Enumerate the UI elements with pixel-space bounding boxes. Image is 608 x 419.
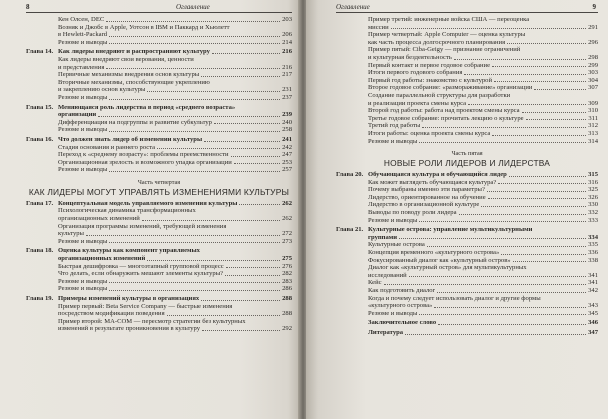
toc-entry-label: Стадия основания и раннего роста: [58, 143, 156, 151]
toc-page-number: 282: [282, 270, 292, 278]
toc-entry-row: [26, 207, 292, 215]
toc-entry-label: и реализации проекта смены курса: [368, 99, 467, 107]
toc-entry-label: Когда и почему следует использовать диалог и другие формы: [368, 294, 541, 302]
toc-entry-label: Лидерство, ориентированное на обучение: [368, 193, 486, 201]
dot-leader: [201, 300, 280, 301]
toc-page-number: 338: [588, 256, 598, 264]
toc-page-number: 342: [588, 287, 598, 294]
toc-page-number: 333: [588, 216, 598, 224]
toc-page-number: 291: [588, 23, 598, 31]
toc-page-number: 346: [588, 319, 598, 327]
toc-page-number: 203: [282, 16, 292, 23]
toc-entry-label: и культурная бездеятельность: [368, 53, 452, 61]
toc-entry-label: Резюме и выводы: [58, 126, 108, 134]
toc-entry-label: Как может выглядеть обучающаяся культура?: [368, 178, 497, 186]
right-running-head: Оглавление: [336, 3, 370, 11]
toc-entry-label: Концептуальная модель управляемого изменения культуры: [58, 199, 238, 207]
toc-entry-row: [336, 241, 598, 249]
toc-entry-row: [336, 234, 598, 242]
toc-page-number: 283: [282, 277, 292, 285]
toc-entry-label: «культурного острова»: [368, 302, 433, 310]
toc-page-number: 206: [282, 31, 292, 39]
toc-page-number: 296: [588, 38, 598, 46]
toc-page-number: 307: [588, 84, 598, 92]
toc-page-number: 242: [282, 143, 292, 151]
toc-entry-label: и закреплению основ культуры: [58, 86, 146, 94]
toc-entry-row: [26, 79, 292, 87]
toc-entry-row: [336, 179, 598, 187]
toc-entry-row: [26, 111, 292, 119]
toc-entry-label: изменений в результате проникновения в культуру: [58, 325, 201, 333]
toc-entry-label: Резюме и выводы: [368, 137, 418, 145]
dot-leader: [522, 112, 587, 113]
toc-entry-label: Резюме и выводы: [58, 277, 108, 285]
toc-entry-row: [26, 285, 292, 293]
toc-page-number: 341: [588, 279, 598, 287]
chapter-number: Глава 20.: [336, 171, 364, 179]
toc-entry-row: [336, 217, 598, 225]
toc-page-number: 217: [282, 71, 292, 79]
toc-page-number: 343: [588, 302, 598, 310]
dot-leader: [494, 81, 586, 82]
toc-entry-row: [26, 238, 292, 246]
toc-entry-row: [336, 16, 598, 24]
chapter-number: Глава 18.: [26, 247, 54, 255]
toc-entry-label: Что должен знать лидер об изменении культуры: [58, 135, 203, 143]
toc-entry-label: Третий год работы: [368, 122, 421, 130]
toc-entry-label: Первый год работы: знакомство с культурой: [368, 76, 492, 84]
chapter-number: Глава 21.: [336, 226, 364, 234]
toc-entry-label: Возняк и Джобс в Apple, Уотсон в IBM и Паккард и Хьюлетт: [58, 23, 230, 31]
dot-leader: [109, 131, 280, 132]
toc-entry-row: [336, 272, 598, 280]
toc-entry-label: Дифференциация на подгруппы и развитие субкультур: [58, 118, 212, 126]
dot-leader: [201, 76, 280, 77]
dot-leader: [167, 315, 280, 316]
toc-entry-row: [336, 62, 598, 70]
toc-page-number: 288: [282, 310, 292, 318]
toc-page-number: 303: [588, 69, 598, 77]
dot-leader: [106, 68, 280, 69]
toc-entry-label: и представления: [58, 63, 105, 71]
right-page-header: [336, 3, 598, 13]
toc-page-number: 240: [282, 118, 292, 126]
toc-entry-label: как часть процесса долгосрочного планирования: [368, 38, 506, 46]
dot-leader: [492, 66, 586, 67]
left-part-heading: [26, 179, 292, 198]
toc-chapter-row: [336, 171, 598, 179]
right-toc-block-1: [336, 16, 598, 145]
toc-entry-label: Второй год работы: работа над проектом смены курса: [368, 107, 520, 115]
dot-leader: [109, 282, 280, 283]
toc-entry-label: Второе годовое собрание: «размораживание» организации: [368, 84, 533, 92]
toc-page-number: 214: [282, 38, 292, 46]
toc-page-number: 275: [282, 255, 292, 263]
toc-entry-label: Пример пятый: Ciba-Geigy — признание ограничений: [368, 46, 521, 54]
toc-entry-row: [26, 144, 292, 152]
toc-entry-row: [336, 46, 598, 54]
dot-leader: [98, 116, 280, 117]
toc-entry-label: Выводы по поводу роли лидера: [368, 209, 457, 217]
part-title: КАК ЛИДЕРЫ МОГУТ УПРАВЛЯТЬ ИЗМЕНЕНИЯМИ КУЛЬТУРЫ: [28, 186, 290, 197]
toc-entry-row: [26, 278, 292, 286]
toc-page-number: 325: [588, 186, 598, 194]
toc-page-number: 311: [588, 114, 598, 122]
toc-entry-row: [26, 24, 292, 32]
toc-entry-row: [336, 69, 598, 77]
right-toc-block-2: [336, 171, 598, 336]
toc-page-number: 276: [282, 262, 292, 270]
toc-page-number: 241: [282, 135, 292, 143]
dot-leader: [419, 142, 586, 143]
dot-leader: [202, 330, 280, 331]
toc-entry-row: [26, 255, 292, 263]
chapter-number: Глава 15.: [26, 103, 54, 111]
toc-chapter-row: [26, 247, 292, 255]
toc-entry-row: [336, 39, 598, 47]
dot-leader: [147, 91, 280, 92]
dot-leader: [204, 141, 280, 142]
toc-entry-label: Резюме и выводы: [58, 93, 108, 101]
toc-page-number: 345: [588, 309, 598, 317]
toc-entry-row: [26, 71, 292, 79]
toc-entry-label: Создание параллельной структуры для разработки: [368, 91, 511, 99]
toc-entry-row: [26, 166, 292, 174]
left-toc-block-2: [26, 200, 292, 333]
toc-page-number: 253: [282, 158, 292, 166]
dot-leader: [509, 176, 586, 177]
dot-leader: [384, 284, 587, 285]
toc-page-number: 334: [588, 233, 598, 241]
toc-entry-label: Обучающаяся культура и обучающийся лидер: [368, 171, 507, 179]
toc-entry-row: [26, 310, 292, 318]
toc-entry-label: организации: [58, 111, 97, 119]
toc-entry-label: миссии: [368, 23, 389, 31]
toc-entry-label: Итоги первого годового собрания: [368, 69, 463, 77]
toc-entry-label: Пример третий: инженерные войска США — переоценка: [368, 16, 530, 23]
dot-leader: [109, 290, 280, 291]
dot-leader: [434, 307, 586, 308]
toc-page-number: 257: [282, 166, 292, 174]
toc-entry-row: [336, 130, 598, 138]
toc-entry-label: культуры: [58, 230, 84, 238]
toc-entry-row: [26, 56, 292, 64]
toc-chapter-row: [26, 295, 292, 303]
dot-leader: [142, 220, 280, 221]
toc-entry-row: [26, 39, 292, 47]
toc-page-number: 286: [282, 285, 292, 293]
dot-leader: [391, 28, 586, 29]
dot-leader: [498, 183, 586, 184]
toc-entry-row: [26, 263, 292, 271]
toc-entry-label: Оценка культуры как компонент управляемых: [58, 247, 200, 255]
toc-entry-row: [26, 230, 292, 238]
chapter-number: Глава 14.: [26, 48, 54, 56]
chapter-number: Глава 19.: [26, 295, 54, 302]
toc-chapter-row: [336, 226, 598, 234]
dot-leader: [437, 292, 586, 293]
toc-page-number: 330: [588, 201, 598, 209]
toc-entry-row: [26, 31, 292, 39]
dot-leader: [488, 198, 586, 199]
dot-leader: [239, 204, 280, 205]
toc-entry-row: [26, 223, 292, 231]
dot-leader: [225, 275, 280, 276]
toc-entry-label: Резюме и выводы: [58, 237, 108, 245]
toc-page-number: 258: [282, 126, 292, 134]
toc-page-number: 314: [588, 137, 598, 145]
toc-entry-row: [26, 119, 292, 127]
toc-page-number: 313: [588, 129, 598, 137]
toc-entry-label: посредством модификации поведения: [58, 310, 165, 318]
toc-entry-label: Заключительное слово: [368, 319, 437, 327]
toc-page-number: 231: [282, 86, 292, 94]
toc-entry-label: Резюме и выводы: [58, 166, 108, 174]
toc-entry-row: [26, 94, 292, 102]
toc-entry-label: Первый контакт и первое годовое собрание: [368, 61, 490, 69]
toc-entry-row: [336, 249, 598, 257]
dot-leader: [231, 156, 281, 157]
dot-leader: [481, 206, 586, 207]
toc-entry-row: [336, 138, 598, 146]
dot-leader: [109, 43, 280, 44]
toc-entry-row: [336, 257, 598, 265]
toc-entry-label: Меняющаяся роль лидерства в период «среднего возраста»: [58, 103, 236, 111]
left-page-header: [26, 3, 292, 13]
toc-entry-row: [26, 16, 292, 24]
toc-entry-label: организационных изменений: [58, 255, 146, 263]
dot-leader: [487, 191, 586, 192]
toc-entry-label: группами: [368, 233, 398, 241]
toc-entry-row: [336, 115, 598, 123]
dot-leader: [409, 276, 586, 277]
toc-page-number: 309: [588, 99, 598, 107]
toc-entry-label: Быстрая дешифровка — многоэтапный групповой процесс: [58, 262, 224, 270]
dot-leader: [459, 214, 587, 215]
toc-entry-row: [26, 86, 292, 94]
toc-entry-label: Диалог как «культурный остров» для мультикультурных: [368, 264, 527, 272]
toc-entry-label: Почему выбраны именно эти параметры?: [368, 186, 485, 194]
dot-leader: [106, 21, 280, 22]
toc-entry-label: Итоги работы: оценка проекта смены курса: [368, 129, 491, 137]
toc-page-number: 299: [588, 61, 598, 69]
toc-entry-label: в Hewlett-Packard: [58, 31, 108, 39]
toc-entry-row: [336, 186, 598, 194]
toc-entry-label: Психологическая динамика трансформационных: [58, 207, 196, 215]
toc-page-number: 336: [588, 249, 598, 257]
toc-entry-row: [336, 295, 598, 303]
toc-page-number: 273: [282, 237, 292, 245]
dot-leader: [454, 59, 586, 60]
toc-page-number: 216: [282, 63, 292, 71]
toc-entry-label: Культурные острова: управление мультикультурными: [368, 226, 533, 234]
toc-entry-label: Первичные механизмы внедрения основ культуры: [58, 71, 200, 79]
dot-leader: [157, 148, 280, 149]
toc-entry-row: [336, 107, 598, 115]
right-page-number: 9: [592, 3, 596, 11]
toc-entry-label: Лидерство в организационной культуре: [368, 201, 480, 209]
toc-entry-row: [336, 24, 598, 32]
dot-leader: [507, 43, 586, 44]
toc-page-number: 272: [282, 230, 292, 238]
dot-leader: [212, 53, 280, 54]
toc-entry-row: [336, 84, 598, 92]
dot-leader: [513, 261, 587, 262]
toc-entry-row: [26, 270, 292, 278]
toc-entry-row: [26, 318, 292, 326]
dot-leader: [147, 260, 280, 261]
dot-leader: [234, 163, 280, 164]
toc-entry-label: Резюме и выводы: [58, 285, 108, 293]
toc-page-number: 262: [282, 215, 292, 223]
part-kicker: Часть пятая: [451, 150, 483, 158]
dot-leader: [109, 171, 280, 172]
toc-entry-row: [336, 31, 598, 39]
toc-entry-row: [336, 209, 598, 217]
dot-leader: [501, 254, 586, 255]
dot-leader: [534, 89, 586, 90]
dot-leader: [226, 267, 280, 268]
toc-entry-label: Резюме и выводы: [368, 216, 418, 224]
toc-entry-row: [336, 302, 598, 310]
toc-entry-row: [336, 54, 598, 62]
toc-page-number: 310: [588, 107, 598, 115]
toc-entry-label: Культурные острова: [368, 241, 425, 249]
dot-leader: [109, 36, 280, 37]
right-part-heading: [336, 150, 598, 169]
toc-page-number: 239: [282, 111, 292, 119]
left-page-number: 8: [26, 3, 30, 11]
toc-page-number: 316: [588, 178, 598, 186]
toc-page-number: 315: [588, 171, 598, 179]
toc-page-number: 237: [282, 93, 292, 101]
toc-entry-row: [26, 303, 292, 311]
left-page: [0, 0, 300, 419]
toc-entry-row: [26, 151, 292, 159]
toc-entry-label: Что делать, если обнаружить мешают элементы культуры?: [58, 270, 224, 278]
toc-entry-row: [26, 325, 292, 333]
toc-entry-label: Как лидеры внедряют свои верования, ценности: [58, 55, 194, 63]
dot-leader: [419, 221, 586, 222]
toc-entry-row: [336, 122, 598, 130]
part-kicker: Часть четвертая: [137, 178, 181, 186]
toc-entry-label: Концепция временного «культурного острова»: [368, 249, 500, 257]
dot-leader: [419, 314, 586, 315]
toc-chapter-row: [336, 329, 598, 337]
toc-entry-label: организационных изменений: [58, 215, 140, 223]
toc-page-number: 312: [588, 122, 598, 130]
toc-entry-label: Как подготовить диалог: [368, 287, 436, 294]
toc-entry-label: Вторичные механизмы, способствующие укреплению: [58, 78, 210, 86]
toc-chapter-row: [26, 104, 292, 112]
toc-entry-row: [26, 126, 292, 134]
dot-leader: [399, 238, 586, 239]
toc-page-number: 247: [282, 151, 292, 159]
toc-page-number: 298: [588, 53, 598, 61]
dot-leader: [405, 334, 586, 335]
toc-page-number: 341: [588, 271, 598, 279]
toc-entry-row: [26, 159, 292, 167]
toc-page-number: 347: [588, 328, 598, 336]
toc-page-number: 304: [588, 76, 598, 84]
toc-entry-label: Пример первый: Beta Service Company — быстрые изменения: [58, 302, 233, 310]
toc-entry-label: Фокусированный диалог как «культурный остров»: [368, 256, 511, 264]
part-title: НОВЫЕ РОЛИ ЛИДЕРОВ И ЛИДЕРСТВА: [383, 158, 551, 169]
right-page: [306, 0, 608, 419]
toc-entry-label: Резюме и выводы: [58, 38, 108, 46]
toc-entry-label: Как лидеры внедряют и распространяют культуру: [58, 48, 210, 56]
toc-entry-row: [336, 194, 598, 202]
toc-entry-label: Организация программы изменений, требующей изменения: [58, 222, 227, 230]
dot-leader: [427, 246, 586, 247]
toc-entry-row: [336, 92, 598, 100]
toc-entry-label: Примеры изменений культуры в организациях: [58, 295, 200, 302]
dot-leader: [526, 119, 587, 120]
toc-page-number: 288: [282, 295, 292, 302]
toc-entry-row: [336, 77, 598, 85]
toc-entry-row: [26, 215, 292, 223]
toc-page-number: 216: [282, 48, 292, 56]
dot-leader: [86, 235, 280, 236]
toc-page-number: 292: [282, 325, 292, 333]
toc-entry-row: [336, 100, 598, 108]
toc-chapter-row: [26, 48, 292, 56]
toc-entry-label: Кейс: [368, 279, 382, 287]
toc-entry-row: [336, 310, 598, 318]
dot-leader: [109, 242, 280, 243]
toc-entry-label: Пример второй: MA-COM — пересмотр стратегии без культурных: [58, 317, 246, 325]
toc-entry-label: Резюме и выводы: [368, 309, 418, 317]
dot-leader: [109, 99, 280, 100]
toc-entry-row: [336, 287, 598, 295]
toc-entry-row: [336, 279, 598, 287]
toc-chapter-row: [26, 136, 292, 144]
left-running-head: Оглавление: [176, 3, 210, 11]
toc-entry-label: Третье годовое собрание: прочитать лекцию о культуре: [368, 114, 524, 122]
toc-entry-label: Литература: [368, 328, 404, 336]
dot-leader: [468, 104, 586, 105]
chapter-number: Глава 17.: [26, 199, 54, 207]
dot-leader: [464, 74, 586, 75]
toc-entry-label: Организационная зрелость и возможного упадка организации: [58, 158, 232, 166]
toc-entry-label: исследований: [368, 271, 407, 279]
toc-chapter-row: [336, 319, 598, 327]
toc-entry-label: Пример четвертый: Apple Computer — оценка культуры: [368, 31, 526, 39]
dot-leader: [438, 324, 586, 325]
toc-page-number: 262: [282, 199, 292, 207]
toc-chapter-row: [26, 200, 292, 208]
toc-entry-label: Кен Олсен, DEC: [58, 16, 105, 23]
toc-page-number: 326: [588, 193, 598, 201]
toc-entry-row: [26, 64, 292, 72]
toc-entry-label: Переход к «среднему возрасту»: проблемы преемственности: [58, 151, 229, 159]
dot-leader: [492, 135, 586, 136]
dot-leader: [422, 127, 586, 128]
chapter-number: Глава 16.: [26, 135, 54, 143]
left-toc-block-1: [26, 16, 292, 174]
toc-page-number: 332: [588, 209, 598, 217]
dot-leader: [214, 123, 280, 124]
toc-entry-row: [336, 264, 598, 272]
toc-entry-row: [336, 201, 598, 209]
toc-page-number: 335: [588, 241, 598, 249]
